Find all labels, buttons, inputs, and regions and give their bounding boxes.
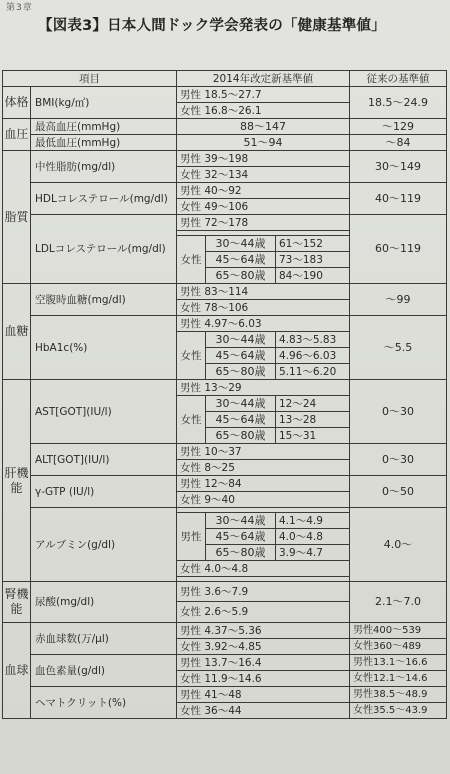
tg-old: 30〜149 [350,151,447,183]
ldl-age-2: 45〜64歳 [206,252,276,268]
item-fpg: 空腹時血糖(mg/dl) [31,284,177,316]
item-alb: アルブミン(g/dl) [31,508,177,582]
hba1c-value-1: 4.83〜5.83 [276,332,350,348]
dbp-new: 51〜94 [177,135,350,151]
hba1c-age-1: 30〜44歳 [206,332,276,348]
sbp-old: 〜129 [350,119,447,135]
table-row [3,183,447,199]
hct-male: 男性 41〜48 [177,687,350,703]
bmi-old: 18.5〜24.9 [350,87,447,119]
hct-old-male: 男性38.5〜48.9 [350,687,447,703]
table-row [3,135,447,151]
hct-old-female: 女性35.5〜43.9 [350,703,447,719]
hba1c-female-label: 女性 [177,332,206,380]
fpg-old: 〜99 [350,284,447,316]
rbc-female: 女性 3.92〜4.85 [177,639,350,655]
alb-age-3: 65〜80歳 [206,545,276,561]
figure-title: 【図表3】日本人間ドック学会発表の「健康基準値」 [38,18,386,34]
header-new-standard: 2014年改定新基準値 [177,71,350,87]
ast-value-1: 12〜24 [276,396,350,412]
dbp-old: 〜84 [350,135,447,151]
table-row [3,444,447,460]
ua-male: 男性 3.6〜7.9 [177,582,350,602]
fpg-female: 女性 78〜106 [177,300,350,316]
hba1c-value-3: 5.11〜6.20 [276,364,350,380]
header-item: 項目 [3,71,177,87]
item-ast: AST[GOT](IU/l) [31,380,177,444]
hba1c-male: 男性 4.97〜6.03 [177,316,350,332]
alb-age-1: 30〜44歳 [206,513,276,529]
alb-value-2: 4.0〜4.8 [276,529,350,545]
item-alt: ALT[GOT](IU/l) [31,444,177,476]
table-row [3,623,447,639]
ast-female-label: 女性 [177,396,206,444]
ggtp-male: 男性 12〜84 [177,476,350,492]
ast-old: 0〜30 [350,380,447,444]
item-ua: 尿酸(mg/dl) [31,582,177,623]
header-old-standard: 従来の基準値 [350,71,447,87]
item-rbc: 赤血球数(万/μl) [31,623,177,655]
tg-female: 女性 32〜134 [177,167,350,183]
alt-male: 男性 10〜37 [177,444,350,460]
ua-old: 2.1〜7.0 [350,582,447,623]
category-label: 腎機能 [3,582,31,623]
item-sbp: 最高血圧(mmHg) [31,119,177,135]
ast-value-2: 13〜28 [276,412,350,428]
alb-value-3: 3.9〜4.7 [276,545,350,561]
rbc-old-male: 男性400〜539 [350,623,447,639]
ggtp-old: 0〜50 [350,476,447,508]
ast-male: 男性 13〜29 [177,380,350,396]
category-label: 血球 [3,623,31,719]
hba1c-age-2: 45〜64歳 [206,348,276,364]
bmi-male: 男性 18.5〜27.7 [177,87,350,103]
table-row [3,316,447,332]
hba1c-age-3: 65〜80歳 [206,364,276,380]
ldl-value-3: 84〜190 [276,268,350,284]
category-label: 脂質 [3,151,31,284]
alb-male-label: 男性 [177,513,206,561]
bmi-female: 女性 16.8〜26.1 [177,103,350,119]
hb-female: 女性 11.9〜14.6 [177,671,350,687]
ua-female: 女性 2.6〜5.9 [177,602,350,623]
alb-female: 女性 4.0〜4.8 [177,561,350,577]
hb-old-female: 女性12.1〜14.6 [350,671,447,687]
table-row [3,476,447,492]
category-label: 体格 [3,87,31,119]
alt-old: 0〜30 [350,444,447,476]
item-hct: ヘマトクリット(%) [31,687,177,719]
hdl-male: 男性 40〜92 [177,183,350,199]
ldl-male: 男性 72〜178 [177,215,350,231]
fpg-male: 男性 83〜114 [177,284,350,300]
table-header-row [3,71,447,87]
ast-age-3: 65〜80歳 [206,428,276,444]
hb-male: 男性 13.7〜16.4 [177,655,350,671]
hba1c-value-2: 4.96〜6.03 [276,348,350,364]
rbc-male: 男性 4.37〜5.36 [177,623,350,639]
running-header: 第3章 [6,3,33,13]
sbp-new: 88〜147 [177,119,350,135]
hdl-old: 40〜119 [350,183,447,215]
ldl-value-2: 73〜183 [276,252,350,268]
table-row [3,151,447,167]
table-row [3,380,447,396]
alb-old: 4.0〜 [350,508,447,582]
rbc-old-female: 女性360〜489 [350,639,447,655]
ggtp-female: 女性 9〜40 [177,492,350,508]
item-hba1c: HbA1c(%) [31,316,177,380]
table-row [3,582,447,602]
ldl-value-1: 61〜152 [276,236,350,252]
table-row [3,215,447,231]
table-row [3,119,447,135]
alb-value-1: 4.1〜4.9 [276,513,350,529]
table-row [3,87,447,103]
tg-male: 男性 39〜198 [177,151,350,167]
category-label: 血圧 [3,119,31,151]
ast-value-3: 15〜31 [276,428,350,444]
item-bmi: BMI(kg/㎡) [31,87,177,119]
ldl-female-label: 女性 [177,236,206,284]
ldl-age-3: 65〜80歳 [206,268,276,284]
item-tg: 中性脂肪(mg/dl) [31,151,177,183]
hdl-female: 女性 49〜106 [177,199,350,215]
hct-female: 女性 36〜44 [177,703,350,719]
ldl-old: 60〜119 [350,215,447,284]
item-dbp: 最低血圧(mmHg) [31,135,177,151]
hba1c-old: 〜5.5 [350,316,447,380]
hb-old-male: 男性13.1〜16.6 [350,655,447,671]
ldl-age-1: 30〜44歳 [206,236,276,252]
item-hdl: HDLコレステロール(mg/dl) [31,183,177,215]
table-row [3,687,447,703]
ast-age-1: 30〜44歳 [206,396,276,412]
category-label: 血糖 [3,284,31,380]
category-label: 肝機能 [3,380,31,582]
table-row [3,655,447,671]
item-ldl: LDLコレステロール(mg/dl) [31,215,177,284]
alt-female: 女性 8〜25 [177,460,350,476]
item-hb: 血色素量(g/dl) [31,655,177,687]
health-standard-table [2,70,447,719]
ast-age-2: 45〜64歳 [206,412,276,428]
alb-age-2: 45〜64歳 [206,529,276,545]
table-row [3,284,447,300]
item-ggtp: γ-GTP (IU/l) [31,476,177,508]
